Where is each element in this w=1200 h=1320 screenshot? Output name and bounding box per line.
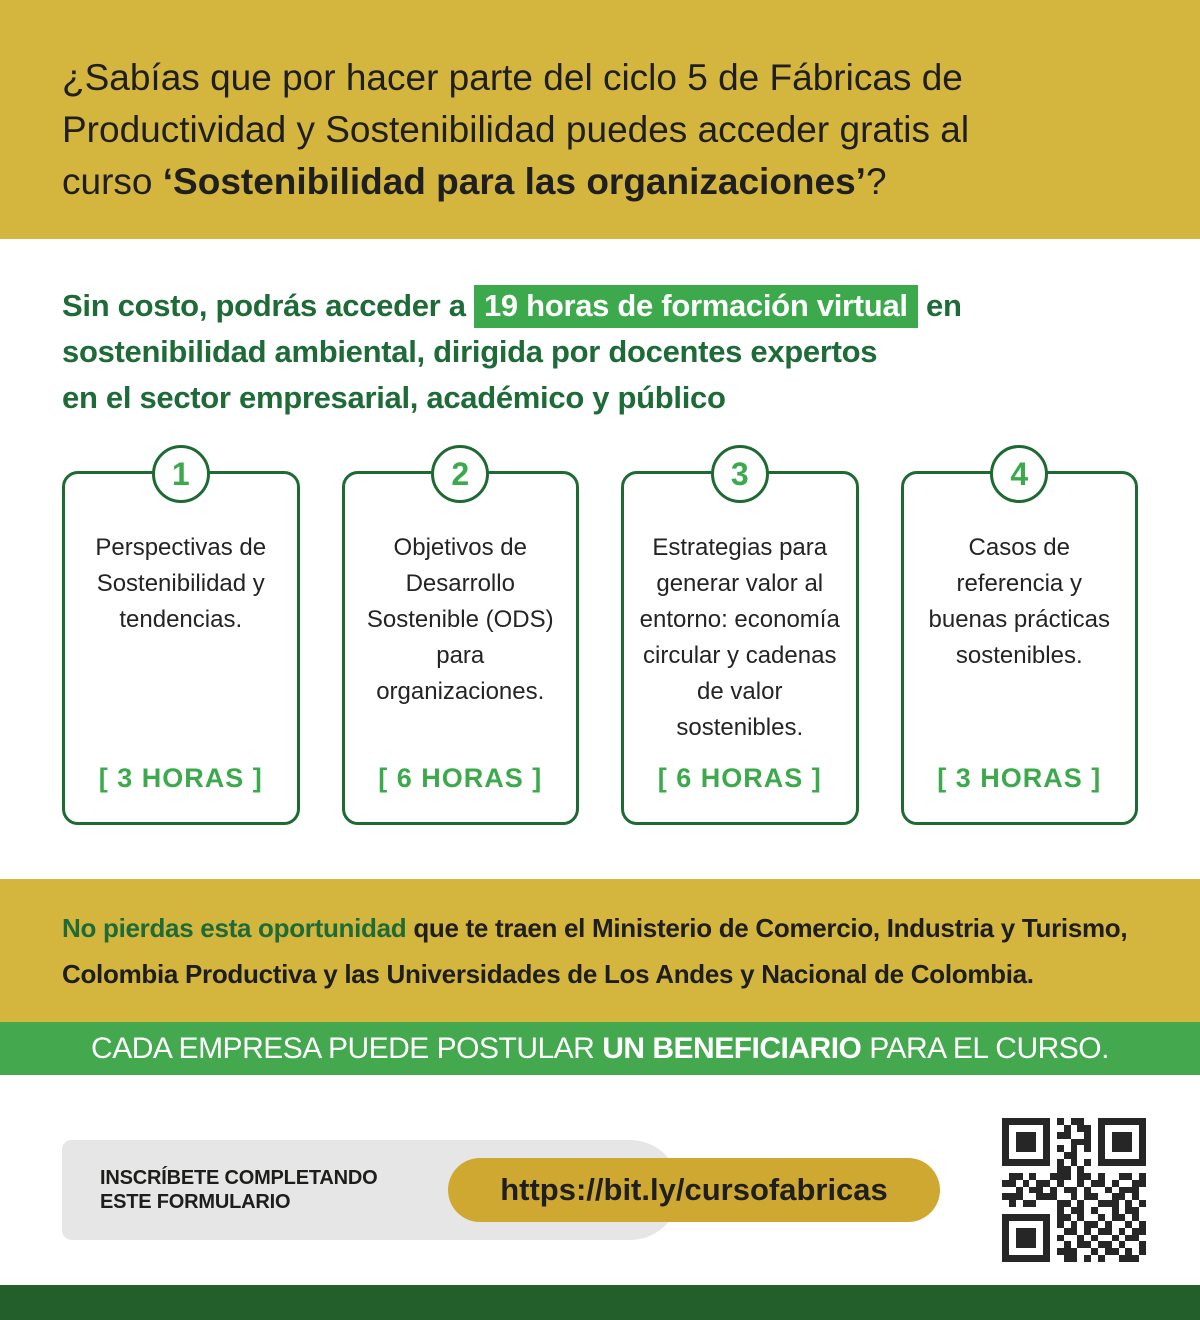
url-pill[interactable] [448, 1158, 940, 1222]
qr-code [1002, 1118, 1146, 1262]
cta-label [100, 1166, 377, 1214]
opportunity-line2: Colombia Productiva y las Universidades de Los Andes y Nacional de Colombia. [62, 959, 1034, 989]
module-card-2 [342, 455, 580, 825]
module-title: Objetivos de Desarrollo Sostenible (ODS) para organizaciones. [366, 534, 554, 705]
intro-line2: sostenibilidad ambiental, dirigida por docentes expertos [62, 334, 878, 369]
module-hours: [ 3 HORAS ] [98, 763, 263, 793]
headline-line3-pre: curso [62, 161, 163, 202]
opportunity-lead: No pierdas esta oportunidad [62, 913, 407, 943]
module-number-badge: 2 [431, 445, 489, 503]
opportunity-line1 [62, 905, 1138, 951]
module-title: Estrategias para generar valor al entorno: economía circular y cadenas de valor sostenibles. [639, 534, 840, 741]
cta-label-line2: ESTE FORMULARIO [100, 1191, 291, 1213]
headline-line3-suffix: ? [865, 161, 887, 202]
module-hours: [ 6 HORAS ] [657, 763, 822, 793]
module-card-4 [901, 455, 1139, 825]
module-card-3 [621, 455, 859, 825]
hours-highlight-chip: 19 horas de formación virtual [474, 285, 918, 328]
header-banner [0, 0, 1200, 239]
intro-line1-pre: Sin costo, podrás acceder a [62, 288, 474, 323]
module-cards [62, 455, 1138, 825]
module-number-badge: 1 [152, 445, 210, 503]
beneficiary-bold: UN BENEFICIARIO [602, 1032, 862, 1065]
headline-course-title: ‘Sostenibilidad para las organizaciones’ [162, 161, 866, 202]
intro-paragraph [62, 283, 1138, 421]
cta-label-line1: INSCRÍBETE COMPLETANDO [100, 1167, 378, 1189]
beneficiary-pre: CADA EMPRESA PUEDE POSTULAR [91, 1032, 603, 1065]
footer [0, 1075, 1200, 1285]
intro-line3: en el sector empresarial, académico y público [62, 380, 726, 415]
intro-line1 [62, 283, 1138, 329]
opportunity-banner [0, 879, 1200, 1022]
module-card-1 [62, 455, 300, 825]
module-number-badge: 3 [711, 445, 769, 503]
headline-line2: Productividad y Sostenibilidad puedes acceder gratis al [62, 109, 970, 150]
headline-line3 [62, 156, 1138, 208]
beneficiary-post: PARA EL CURSO. [861, 1032, 1109, 1065]
url-text: https://bit.ly/cursofabricas [500, 1172, 888, 1207]
intro-line1-post: en [917, 288, 962, 323]
module-hours: [ 3 HORAS ] [937, 763, 1102, 793]
opportunity-line1-rest: que te traen el Ministerio de Comercio, Industria y Turismo, [406, 913, 1128, 943]
module-title: Perspectivas de Sostenibilidad y tendencias. [95, 534, 267, 633]
headline-line1: ¿Sabías que por hacer parte del ciclo 5 de Fábricas de [62, 57, 963, 98]
module-number-badge: 4 [990, 445, 1048, 503]
module-hours: [ 6 HORAS ] [378, 763, 543, 793]
module-title: Casos de referencia y buenas prácticas sostenibles. [928, 534, 1110, 669]
bottom-bar [0, 1285, 1200, 1320]
beneficiary-banner [0, 1022, 1200, 1075]
